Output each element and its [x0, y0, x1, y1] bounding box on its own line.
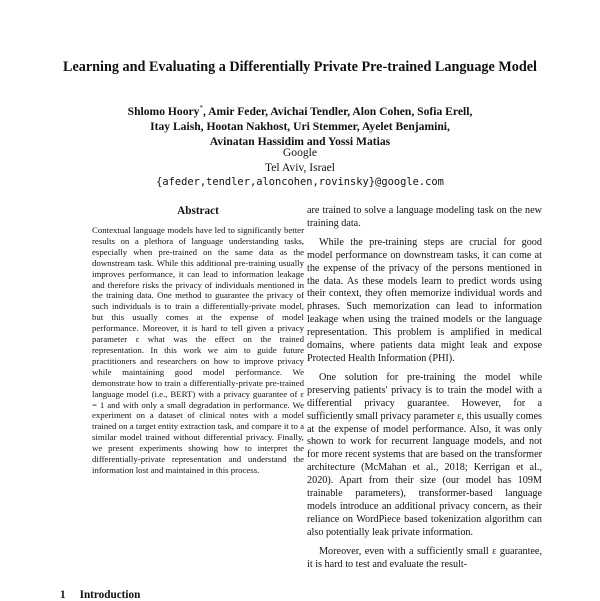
right-column: [307, 205, 542, 577]
section-number: 1: [60, 589, 66, 601]
remaining-authors: , Amir Feder, Avichai Tendler, Alon Cohen, Sofia Erell,: [202, 104, 473, 118]
author-line-3: Avinatan Hassidim and Yossi Matias: [209, 134, 391, 148]
paper-title: Learning and Evaluating a Differentially Private Pre-trained Language Model: [63, 59, 537, 75]
paragraph-3: One solution for pre-training the model while preserving patients' privacy is to train the model with a differential privacy guarantee. However, for a sufficiently small privacy parameter ε, this usually comes at the expense of model performance. Also, it was only shown to work for recurrent language models, and not for more recent systems that are based on the transformer architecture (McMahan et al., 2018; Kerrigan et al., 2020). Apart from their size (our model has 109M trainable parameters), transformer-based language models introduce an additional privacy concern, as their reliance on WordPiece based tokenization algorithm can also potentially leak private information.: [307, 371, 542, 538]
paragraph-2: While the pre-training steps are crucial for good model performance on downstream tasks, it can come at the expense of the privacy of the persons mentioned in the data. As these models learn to predict words using their context, they often memorize individual words and phrases. Such memorization can lead to information leakage when using the trained models or the language representation. This problem is amplified in medical domains, where patients data might leak and expose Protected Health Information (PHI).: [307, 236, 542, 364]
first-author: Shlomo Hoory: [127, 104, 200, 118]
author-line-1-text: [128, 105, 473, 118]
abstract-heading: Abstract: [177, 205, 219, 217]
author-email: {afeder,tendler,aloncohen,rovinsky}@google.com: [156, 176, 444, 188]
section-title: Introduction: [79, 589, 141, 601]
author-list: [60, 101, 540, 149]
paragraph-4: Moreover, even with a sufficiently small ε guarantee, it is hard to test and evaluate the result-: [307, 545, 542, 570]
abstract-text: Contextual language models have led to significantly better results on a plethora of language understanding tasks, especially when pre-trained on the same data as the downstream task. While this additional pre-training usually improves performance, it can lead to information leakage and therefore risks the privacy of individuals mentioned in the training data. One method to guarantee the privacy of such individuals is to train a differentially-private model, but this usually comes at the expense of model performance. Moreover, it is hard to tell given a privacy parameter ε what was the effect on the trained representation. In this work we aim to guide future practitioners and researchers on how to improve privacy while maintaining good model performance. We demonstrate how to train a differentially-private pre-trained language model (i.e., BERT) with a privacy guarantee of ε = 1 and with only a small degradation in performance. We experiment on a dataset of clinical notes with a model trained on a target entity extraction task, and compare it to a similar model trained without differential privacy. Finally, we present experiments showing how to interpret the differentially-private representation and understand the information lost and maintained in this process.: [92, 225, 304, 475]
introduction-heading: [60, 589, 140, 601]
location: Tel Aviv, Israel: [264, 161, 335, 174]
footnote-mark: *: [199, 104, 203, 112]
paragraph-1: are trained to solve a language modeling task on the new training data.: [307, 205, 542, 229]
author-line-1: [60, 101, 540, 119]
affiliation-block: [60, 145, 540, 190]
affiliation: Google: [282, 146, 318, 159]
author-line-2: Itay Laish, Hootan Nakhost, Uri Stemmer, Ayelet Benjamini,: [150, 119, 450, 133]
